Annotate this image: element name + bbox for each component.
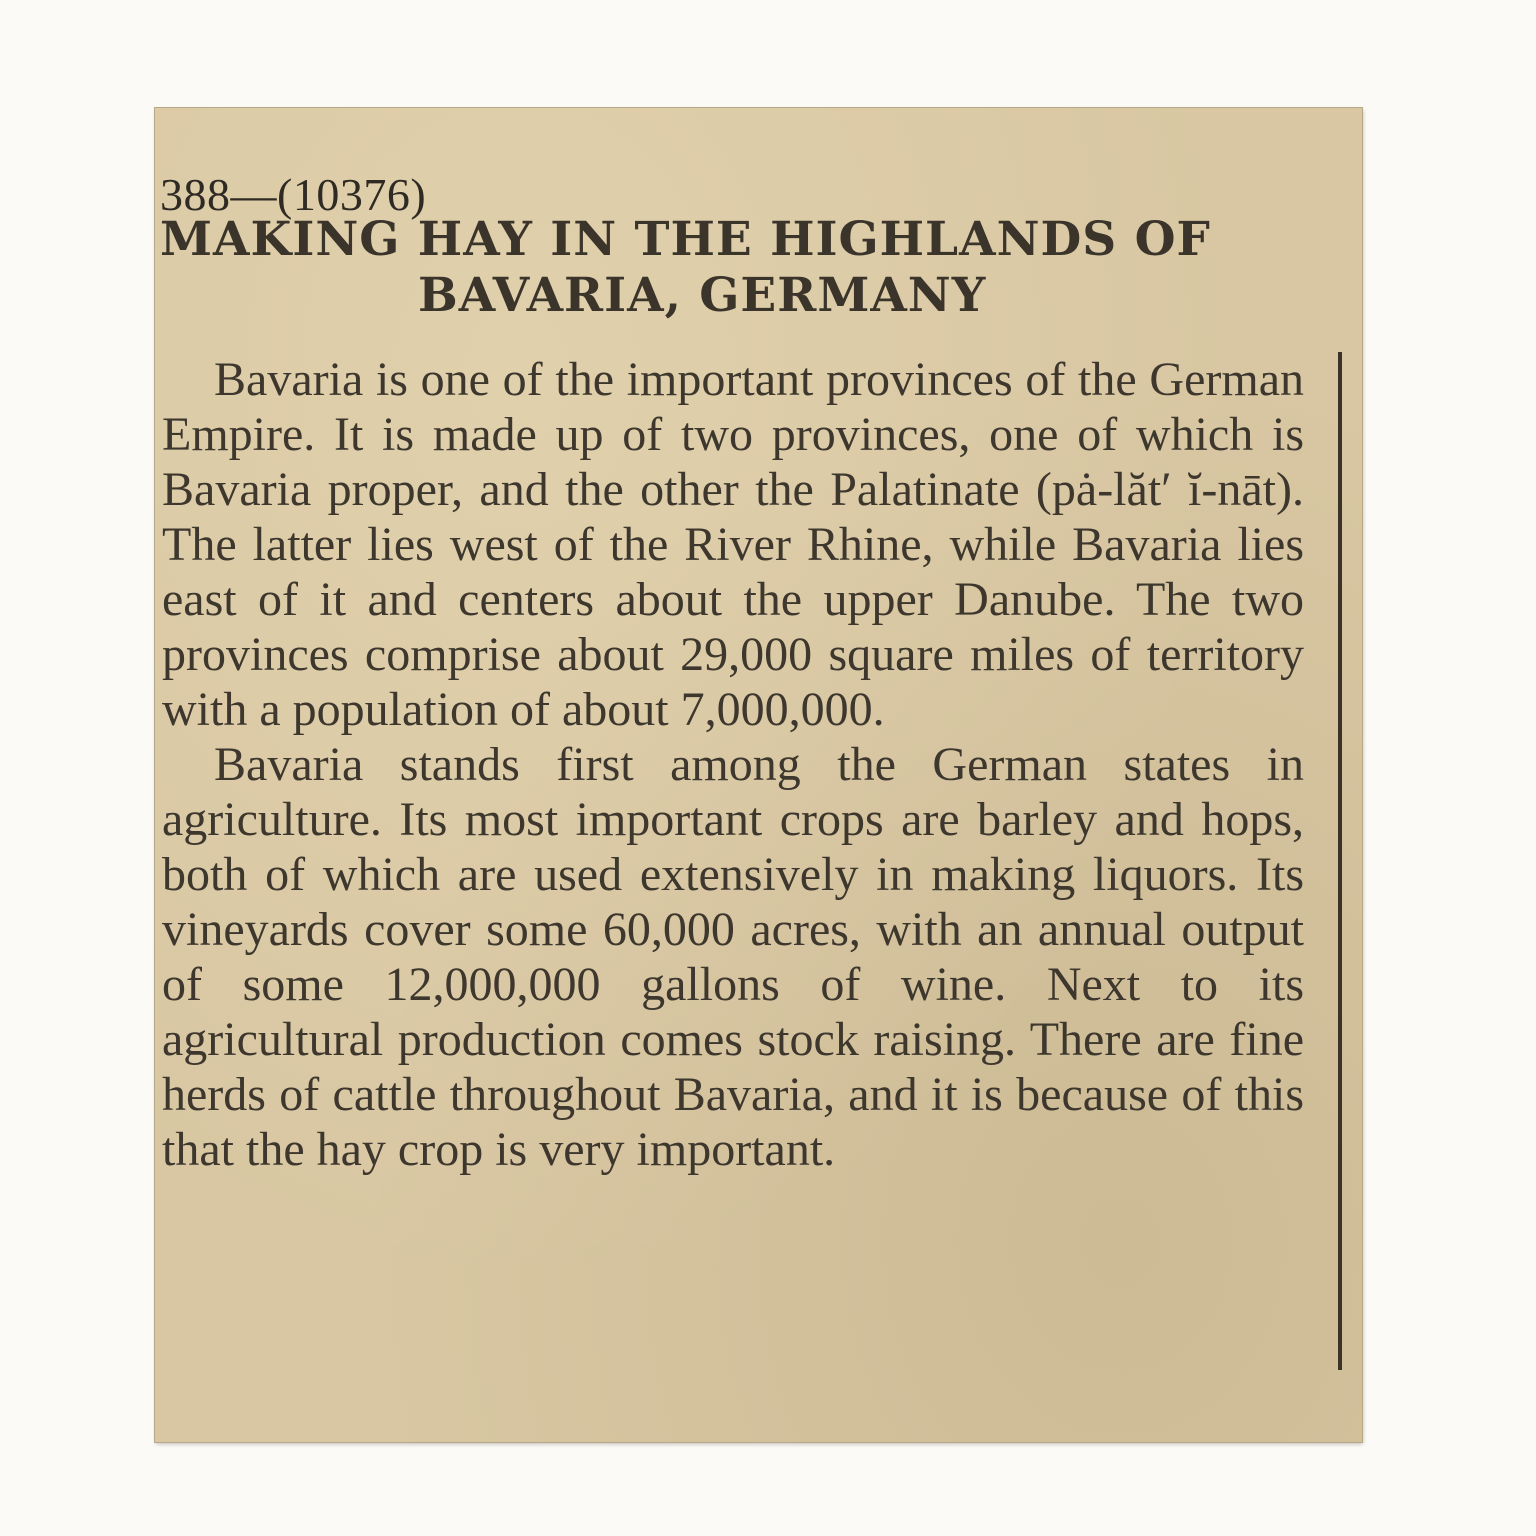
vertical-rule (1338, 352, 1342, 1370)
paragraph-2: Bavaria stands first among the German states in agriculture. Its most important crops are barley and hops, both of which are used extensively in making liquors. Its vineyards cover some 60,000 acres, with an annual output of some 12,000,000 gallons of wine. Next to its agricultural production comes stock raising. There are fine herds of cattle throughout Bavaria, and it is because of this that the hay crop is very important. (162, 738, 1304, 1176)
paragraph-1: Bavaria is one of the important provinces of the German Empire. It is made up of two provinces, one of which is Bavaria proper, and the other the Palatinate (pȧ-lăt′ ĭ-nāt). The latter lies west of the River Rhine, while Bavaria lies east of it and centers about the upper Danube. The two provinces comprise about 29,000 square miles of territory with a population of about 7,000,000. (162, 353, 1304, 736)
card-body-text (162, 352, 1304, 1177)
card-title (160, 212, 1310, 324)
card-number: 388—(10376) (160, 169, 427, 220)
title-line-1: MAKING HAY IN THE HIGHLANDS OF (160, 212, 1211, 267)
title-line-2: BAVARIA, GERMANY (418, 268, 987, 323)
